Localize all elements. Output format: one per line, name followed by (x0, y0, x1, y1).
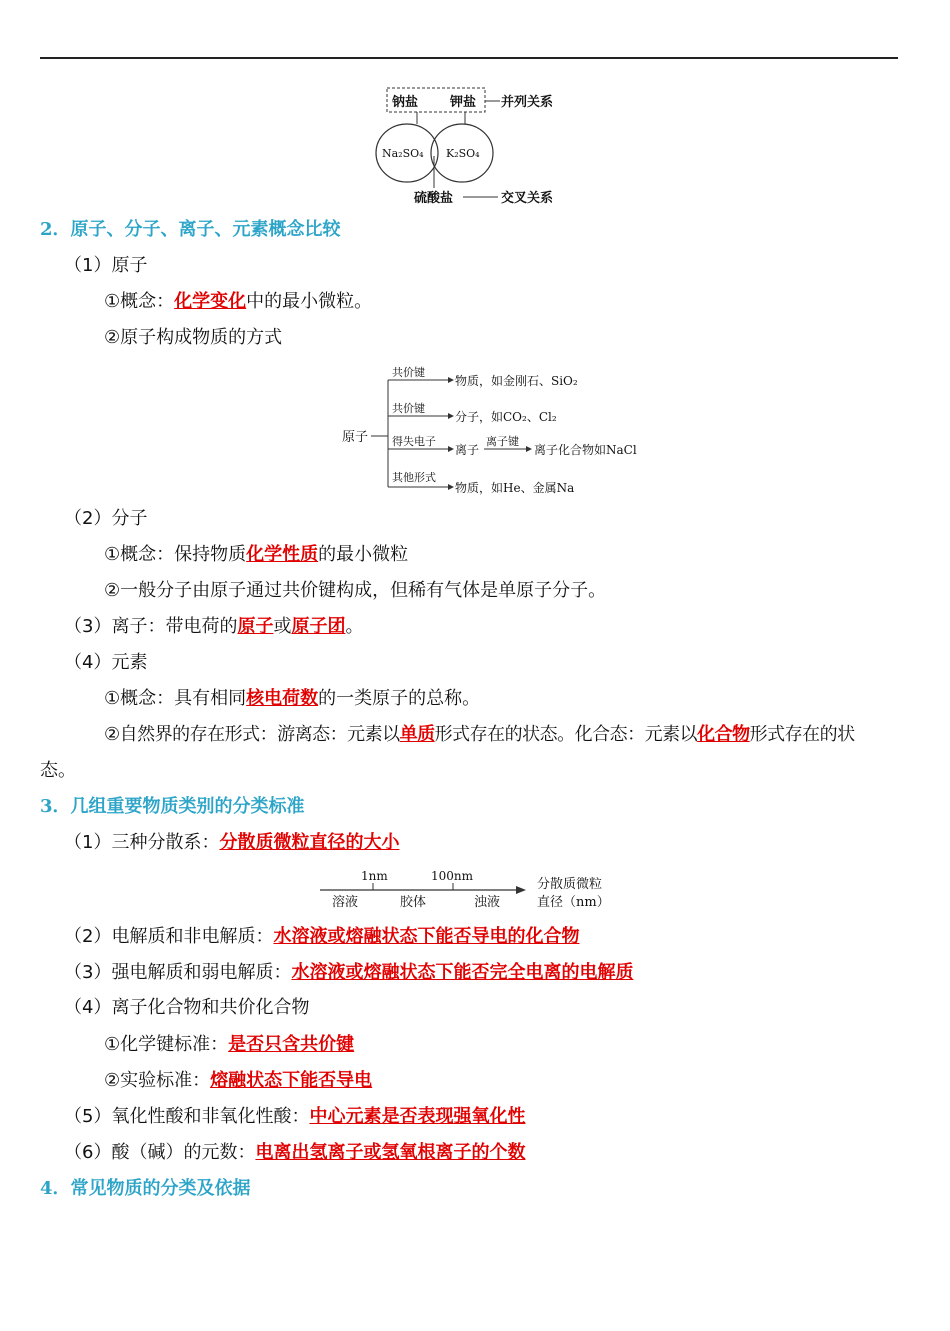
cross-label: 交叉关系 (501, 191, 554, 206)
s3-item-1: （1）三种分散系：分散质微粒直径的大小 (64, 832, 400, 853)
ion-line: （3）离子：带电荷的原子或原子团。 (64, 616, 364, 637)
axis-label-1: 分散质微粒 (537, 877, 603, 892)
s3-item-6: （6）酸（碱）的元数：电离出氢离子或氢氧根离子的个数 (64, 1142, 526, 1163)
section-2-title: 2．原子、分子、离子、元素概念比较 (40, 219, 341, 240)
section-4-title: 4．常见物质的分类及依据 (40, 1178, 251, 1199)
atom-method: ②原子构成物质的方式 (104, 327, 283, 348)
answer: 化学变化 (174, 291, 247, 312)
molecule-label: （2）分子 (64, 508, 148, 529)
seg-1-label: 溶液 (332, 895, 359, 910)
answer: 熔融状态下能否导电 (210, 1070, 373, 1091)
atom-formation-diagram (340, 365, 670, 501)
answer: 核电荷数 (246, 688, 319, 709)
answer: 分散质微粒直径的大小 (219, 832, 400, 853)
section-3-title: 3．几组重要物质类别的分类标准 (40, 796, 305, 817)
header-rule (40, 57, 898, 59)
s3-item-4: （4）离子化合物和共价化合物 (64, 997, 310, 1018)
answer: 化合物 (697, 724, 750, 745)
element-existence-wrap: 态。 (40, 760, 76, 781)
atom-label: （1）原子 (64, 255, 148, 276)
circle-left-label: Na₂SO₄ (382, 147, 424, 160)
tick-2-label: 100nm (431, 869, 474, 883)
root-label: 原子 (342, 430, 369, 445)
answer: 中心元素是否表现强氧化性 (309, 1106, 526, 1127)
bottom-label: 硫酸盐 (414, 191, 454, 206)
box-right-label: 钾盐 (450, 95, 477, 110)
branch-4-edge: 其他形式 (392, 471, 436, 484)
seg-3-label: 浊液 (474, 895, 501, 910)
molecule-note: ②一般分子由原子通过共价键构成，但稀有气体是单原子分子。 (104, 580, 607, 601)
branch-2-edge: 共价键 (392, 402, 425, 415)
parallel-label: 并列关系 (501, 95, 554, 110)
circle-right-label: K₂SO₄ (446, 147, 480, 160)
answer: 电离出氢离子或氢氧根离子的个数 (255, 1142, 526, 1163)
element-existence: ②自然界的存在形式：游离态：元素以单质形式存在的状态。化合态：元素以化合物形式存在的状 (104, 724, 855, 745)
branch-3-edge2: 离子键 (486, 435, 519, 448)
branch-4-result: 物质，如He、金属Na (455, 481, 575, 495)
element-label: （4）元素 (64, 652, 148, 673)
answer: 水溶液或熔融状态下能否导电的化合物 (273, 926, 580, 947)
branch-3-result: 离子 (455, 443, 480, 457)
branch-2-result: 分子，如CO₂、Cl₂ (455, 410, 557, 424)
s3-item-4b: ②实验标准：熔融状态下能否导电 (104, 1070, 373, 1091)
branch-1-result: 物质，如金刚石、SiO₂ (455, 374, 578, 388)
seg-2-label: 胶体 (400, 895, 427, 910)
salt-relationship-diagram (370, 86, 570, 208)
tick-1-label: 1nm (361, 869, 388, 883)
answer: 单质 (399, 724, 435, 745)
branch-1-edge: 共价键 (392, 366, 425, 379)
box-left-label: 钠盐 (392, 95, 419, 110)
axis-label-2: 直径（nm） (537, 895, 610, 910)
s3-item-5: （5）氧化性酸和非氧化性酸：中心元素是否表现强氧化性 (64, 1106, 526, 1127)
element-concept: ①概念：具有相同核电荷数的一类原子的总称。 (104, 688, 481, 709)
s3-item-4a: ①化学键标准：是否只含共价键 (104, 1034, 355, 1055)
answer: 化学性质 (246, 544, 319, 565)
branch-3-edge: 得失电子 (392, 435, 436, 448)
s3-item-2: （2）电解质和非电解质：水溶液或熔融状态下能否导电的化合物 (64, 926, 580, 947)
branch-3-result2: 离子化合物如NaCl (534, 443, 637, 457)
answer: 原子团 (291, 616, 346, 637)
answer: 原子 (237, 616, 274, 637)
s3-item-3: （3）强电解质和弱电解质：水溶液或熔融状态下能否完全电离的电解质 (64, 962, 634, 983)
dispersion-scale-diagram (318, 866, 618, 914)
atom-concept: ①概念：化学变化中的最小微粒。 (104, 291, 373, 312)
answer: 水溶液或熔融状态下能否完全电离的电解质 (291, 962, 634, 983)
answer: 是否只含共价键 (228, 1034, 355, 1055)
molecule-concept: ①概念：保持物质化学性质的最小微粒 (104, 544, 409, 565)
